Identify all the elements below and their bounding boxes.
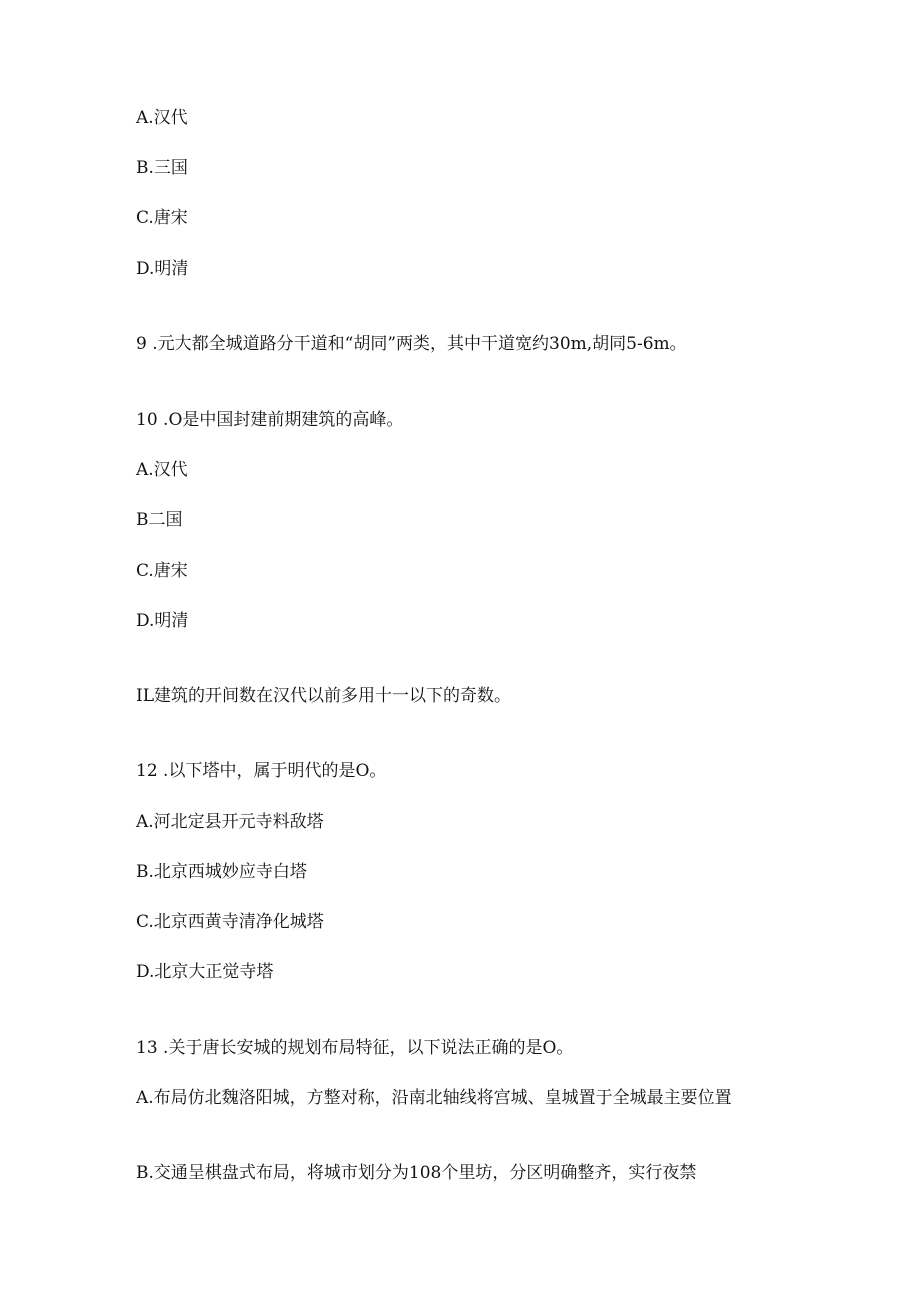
question-9: 9 .元大都全城道路分干道和“胡同”两类，其中干道宽约30m,胡同5-6m。 <box>136 334 687 354</box>
question-10: 10 .O是中国封建前期建筑的高峰。 <box>136 410 404 430</box>
question-13: 13 .关于唐长安城的规划布局特征，以下说法正确的是O。 <box>136 1038 574 1058</box>
option-d: D.北京大正觉寺塔 <box>136 962 274 982</box>
option-a: A.汉代 <box>136 108 188 128</box>
option-b: B二国 <box>136 510 183 530</box>
option-b: B.北京西城妙应寺白塔 <box>136 862 307 882</box>
option-c: C.唐宋 <box>136 208 188 228</box>
option-a: A.布局仿北魏洛阳城，方整对称，沿南北轴线将宫城、皇城置于全城最主要位置 <box>136 1088 732 1108</box>
question-12: 12 .以下塔中，属于明代的是O。 <box>136 761 387 781</box>
option-c: C.唐宋 <box>136 561 188 581</box>
option-d: D.明清 <box>136 611 189 631</box>
option-a: A.汉代 <box>136 460 188 480</box>
option-d: D.明清 <box>136 259 189 279</box>
option-b: B.交通呈棋盘式布局，将城市划分为108个里坊，分区明确整齐，实行夜禁 <box>136 1163 697 1183</box>
option-c: C.北京西黄寺清净化城塔 <box>136 912 324 932</box>
option-a: A.河北定县开元寺料敌塔 <box>136 812 324 832</box>
option-b: B.三国 <box>136 158 188 178</box>
question-11: IL建筑的开间数在汉代以前多用十一以下的奇数。 <box>136 686 512 706</box>
